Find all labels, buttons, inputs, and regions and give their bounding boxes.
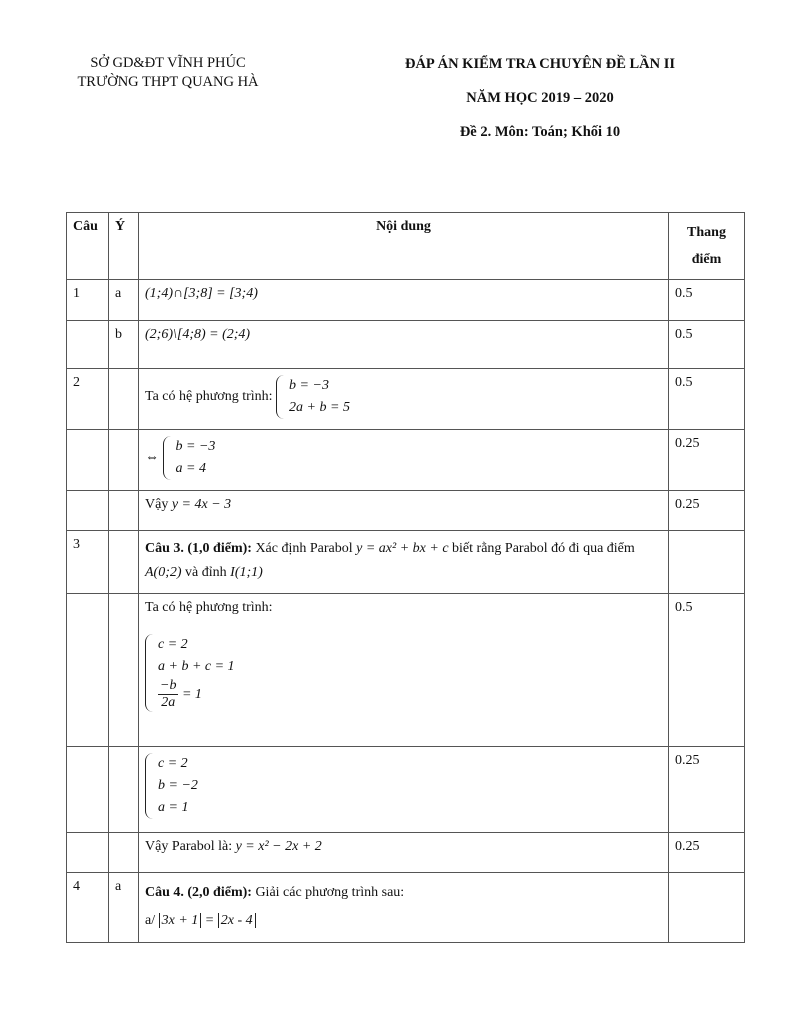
set-intersection: (1;4)∩[3;8] = [3;4) xyxy=(145,286,258,301)
fraction-denominator: 2a xyxy=(161,695,176,711)
cell-content xyxy=(139,369,669,430)
cell-content xyxy=(139,321,669,369)
cell-cau xyxy=(67,594,109,747)
table-row xyxy=(67,594,745,747)
equation: b = −2 xyxy=(158,778,198,793)
cell-cau: 3 xyxy=(67,531,109,594)
header-cau: Câu xyxy=(67,213,109,280)
question-text: Xác định Parabol xyxy=(255,541,353,556)
parabola-formula: y = ax² + bx + c xyxy=(356,541,449,556)
department-name: SỞ GD&ĐT VĨNH PHÚC xyxy=(90,55,246,71)
question-label: Câu 3. (1,0 điểm): xyxy=(145,541,252,556)
cell-cau: 4 xyxy=(67,873,109,943)
equation-system xyxy=(145,634,235,712)
table-row xyxy=(67,833,745,873)
cell-y xyxy=(109,491,139,531)
table-row xyxy=(67,369,745,430)
equation xyxy=(158,678,235,712)
equation: b = −3 xyxy=(289,378,329,393)
cell-cau: 2 xyxy=(67,369,109,430)
question-text: và đỉnh xyxy=(185,565,227,580)
cell-content xyxy=(139,833,669,873)
cell-score: 0.5 xyxy=(669,369,745,430)
conclusion-prefix: Vậy xyxy=(145,497,169,512)
absolute-value-lhs: 3x + 1 xyxy=(159,913,202,928)
equation: c = 2 xyxy=(158,756,188,771)
exam-header xyxy=(380,56,700,158)
answer-table xyxy=(66,212,745,943)
absolute-value-rhs: 2x - 4 xyxy=(218,913,256,928)
equation: b = −3 xyxy=(175,439,216,454)
question-label: Câu 4. (2,0 điểm): xyxy=(145,885,252,900)
cell-cau xyxy=(67,491,109,531)
equation: c = 2 xyxy=(158,637,188,652)
document-title: ĐÁP ÁN KIỂM TRA CHUYÊN ĐỀ LẦN II xyxy=(404,56,676,72)
cell-score: 0.25 xyxy=(669,833,745,873)
line-equation: y = 4x − 3 xyxy=(171,497,232,512)
cell-score: 0.5 xyxy=(669,280,745,321)
header-thang-diem xyxy=(669,213,745,280)
table-row xyxy=(67,430,745,491)
equation: a = 1 xyxy=(158,800,189,815)
equation-system xyxy=(163,436,216,480)
question-text: biết rằng Parabol đó đi qua xyxy=(452,541,604,556)
equation-system xyxy=(145,753,198,819)
school-year: NĂM HỌC 2019 – 2020 xyxy=(466,90,614,106)
cell-y: a xyxy=(109,280,139,321)
cell-content xyxy=(139,280,669,321)
cell-score: 0.5 xyxy=(669,321,745,369)
cell-cau xyxy=(67,321,109,369)
table-row xyxy=(67,747,745,833)
cell-cau: 1 xyxy=(67,280,109,321)
cell-score xyxy=(669,531,745,594)
school-header xyxy=(58,54,278,92)
cell-y xyxy=(109,369,139,430)
vertex-i: I(1;1) xyxy=(230,565,263,580)
cell-content xyxy=(139,491,669,531)
cell-score: 0.25 xyxy=(669,491,745,531)
cell-y: a xyxy=(109,873,139,943)
equation: 2a + b = 5 xyxy=(289,400,350,415)
table-header-row xyxy=(67,213,745,280)
table-row xyxy=(67,280,745,321)
school-name: TRƯỜNG THPT QUANG HÀ xyxy=(77,74,259,90)
cell-cau xyxy=(67,430,109,491)
fraction xyxy=(158,678,178,711)
cell-y xyxy=(109,531,139,594)
table-row xyxy=(67,873,745,943)
cell-y xyxy=(109,430,139,491)
cell-cau xyxy=(67,747,109,833)
cell-score: 0.25 xyxy=(669,747,745,833)
table-row xyxy=(67,531,745,594)
question-text: điểm xyxy=(606,541,635,556)
parabola-result: y = x² − 2x + 2 xyxy=(235,839,322,854)
equation: a = 4 xyxy=(175,461,206,476)
cell-y xyxy=(109,594,139,747)
intro-text: Ta có hệ phương trình: xyxy=(145,600,273,615)
brace xyxy=(145,753,154,819)
cell-content xyxy=(139,531,669,594)
brace xyxy=(145,634,154,712)
cell-content xyxy=(139,594,669,747)
header-diem: điểm xyxy=(691,252,722,267)
exam-subtitle: Đề 2. Môn: Toán; Khối 10 xyxy=(459,124,621,140)
table-row xyxy=(67,491,745,531)
cell-score xyxy=(669,873,745,943)
cell-score: 0.5 xyxy=(669,594,745,747)
header-y: Ý xyxy=(109,213,139,280)
intro-text: Ta có hệ phương trình: xyxy=(145,389,273,405)
cell-content xyxy=(139,747,669,833)
sub-question-label: a/ xyxy=(145,913,156,928)
equals-sign: = xyxy=(204,913,215,928)
point-a: A(0;2) xyxy=(145,565,182,580)
brace xyxy=(163,436,172,480)
conclusion-prefix: Vậy Parabol là: xyxy=(145,839,233,854)
equation-rhs: = 1 xyxy=(181,687,202,702)
table-row xyxy=(67,321,745,369)
header-thang: Thang xyxy=(687,225,726,240)
cell-content xyxy=(139,873,669,943)
cell-content xyxy=(139,430,669,491)
brace xyxy=(276,375,285,419)
cell-y xyxy=(109,833,139,873)
cell-cau xyxy=(67,833,109,873)
equation: a + b + c = 1 xyxy=(158,659,235,674)
equivalence-symbol: ⇔ xyxy=(145,450,159,466)
cell-score: 0.25 xyxy=(669,430,745,491)
cell-y: b xyxy=(109,321,139,369)
question-text: Giải các phương trình sau: xyxy=(255,885,405,900)
equation-system xyxy=(276,375,350,419)
fraction-numerator: −b xyxy=(160,678,177,694)
cell-y xyxy=(109,747,139,833)
set-difference: (2;6)\[4;8) = (2;4) xyxy=(145,327,251,342)
header-noidung: Nội dung xyxy=(139,213,669,280)
